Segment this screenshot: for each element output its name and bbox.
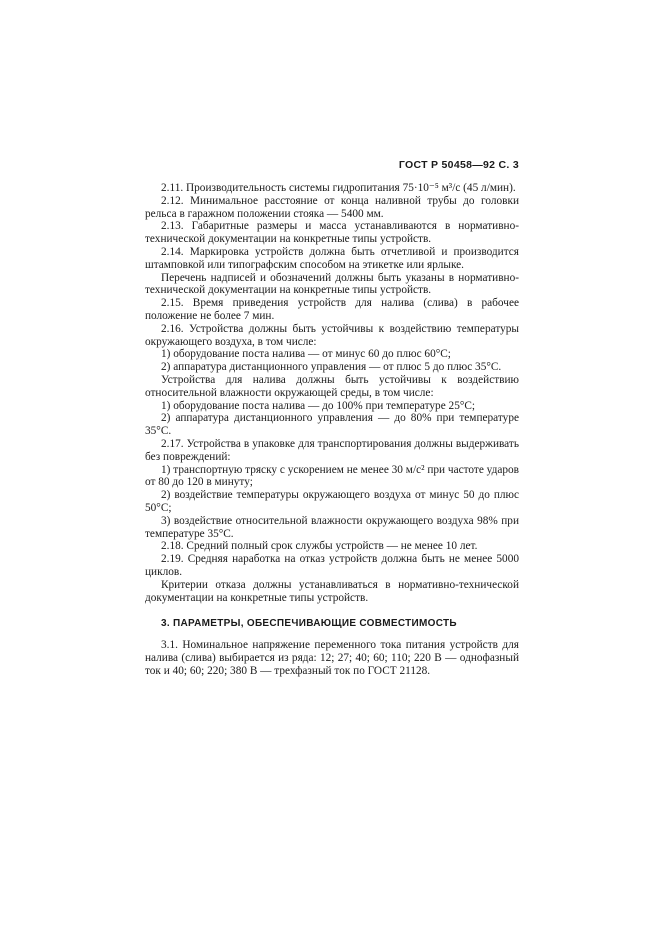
paragraph-2-17-item-2: 2) воздействие температуры окружающего воздуха от минус 50 до плюс 50°С; <box>145 489 519 514</box>
paragraph-3-1: 3.1. Номинальное напряжение переменного тока питания устройств для налива (слива) выбирается из ряда: 12; 27; 40; 60; 110; 220 В — однофазный ток и 40; 60; 220; 380 В — трехфазный ток по ГОСТ 21128. <box>145 639 519 677</box>
paragraph-humidity-item-2: 2) аппаратура дистанционного управления — до 80% при температуре 35°С. <box>145 412 519 438</box>
paragraph-2-18: 2.18. Средний полный срок службы устройств — не менее 10 лет. <box>161 540 478 553</box>
section-3-heading: 3. ПАРАМЕТРЫ, ОБЕСПЕЧИВАЮЩИЕ СОВМЕСТИМОСТЬ <box>161 618 457 630</box>
paragraph-2-17-item-1: 1) транспортную тряску с ускорением не менее 30 м/с² при частоте ударов от 80 до 120 в минуту; <box>145 463 519 489</box>
paragraph-2-13: 2.13. Габаритные размеры и масса устанавливаются в нормативно-технической документации на конкретные типы устройств. <box>145 220 519 246</box>
document-body <box>145 182 519 677</box>
page-header: ГОСТ Р 50458—92 С. 3 <box>398 159 519 171</box>
paragraph-2-16-item-2: 2) аппаратура дистанционного управления — от плюс 5 до плюс 35°С. <box>161 361 502 374</box>
paragraph-2-11: 2.11. Производительность системы гидропитания 75·10⁻⁵ м³/с (45 л/мин). <box>161 182 516 194</box>
section-3 <box>145 639 519 677</box>
paragraph-2-15: 2.15. Время приведения устройств для налива (слива) в рабочее положение не более 7 мин. <box>145 297 519 322</box>
paragraph-2-17-item-3: 3) воздействие относительной влажности окружающего воздуха 98% при температуре 35°С. <box>145 514 519 540</box>
paragraph-failure-criteria: Критерии отказа должны устанавливаться в нормативно-технической документации на конкретные типы устройств. <box>145 578 519 604</box>
paragraph-2-16-item-1: 1) оборудование поста налива — от минус 60 до плюс 60°С; <box>161 348 451 361</box>
paragraph-humidity-item-1: 1) оборудование поста налива — до 100% при температуре 25°С; <box>161 399 476 412</box>
paragraph-2-12: 2.12. Минимальное расстояние от конца наливной трубы до головки рельса в гаражном положении стояка — 5400 мм. <box>145 194 519 220</box>
paragraph-humidity: Устройства для налива должны быть устойчивы к воздействию относительной влажности окружающей среды, в том числе: <box>145 373 519 399</box>
paragraph-2-14: 2.14. Маркировка устройств должна быть отчетливой и производится штамповкой или типографским способом на этикетке или ярлыке. <box>145 245 519 271</box>
paragraph-2-17: 2.17. Устройства в упаковке для транспортирования должны выдерживать без повреждений: <box>145 437 519 463</box>
paragraph-2-14-note: Перечень надписей и обозначений должны быть указаны в нормативно-технической документации на конкретные типы устройств. <box>145 271 519 297</box>
paragraph-2-16: 2.16. Устройства должны быть устойчивы к воздействию температуры окружающего воздуха, в том числе: <box>145 322 519 348</box>
paragraph-2-19: 2.19. Средняя наработка на отказ устройств должна быть не менее 5000 циклов. <box>145 553 519 578</box>
